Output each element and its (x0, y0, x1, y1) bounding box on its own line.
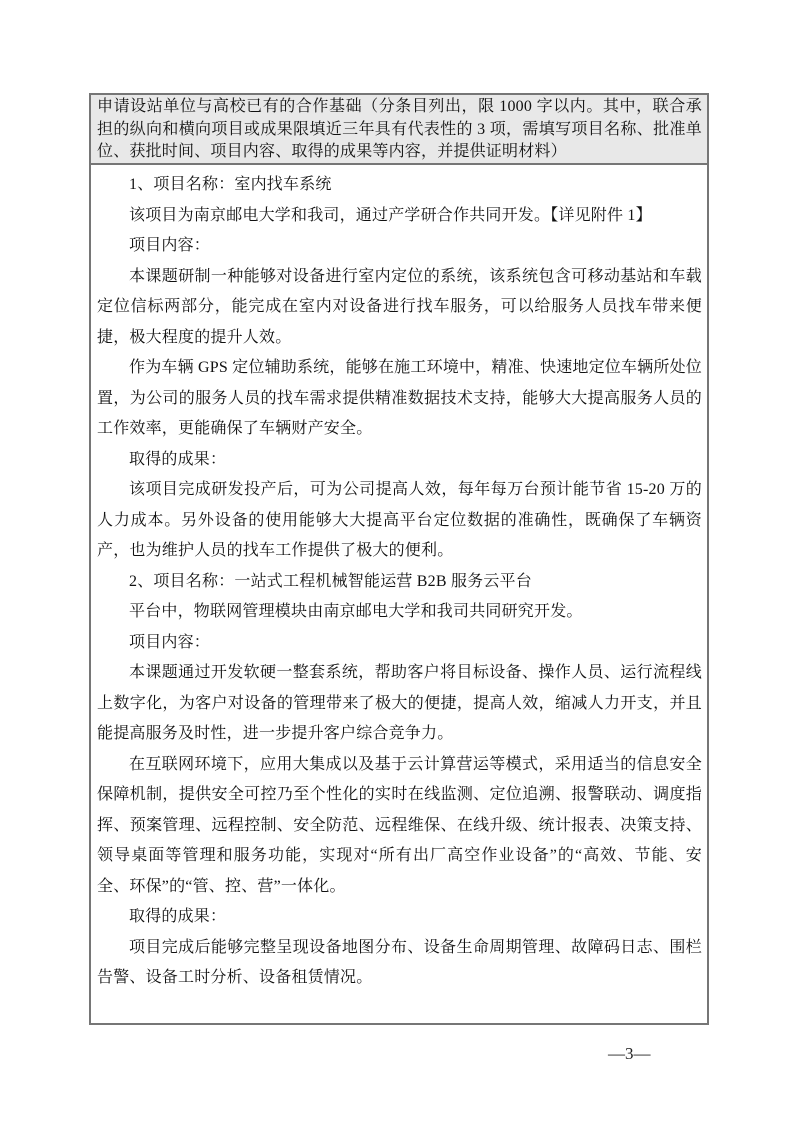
project-1-content-para-2: 作为车辆 GPS 定位辅助系统，能够在施工环境中，精准、快速地定位车辆所处位置，为公司的服务人员的找车需求提供精准数据技术支持，能够大大提高服务人员的工作效率，更能确保了车辆财产安全。 (97, 359, 702, 437)
project-1-content-para-1: 本课题研制一种能够对设备进行室内定位的系统，该系统包含可移动基站和车载定位信标两部分，能完成在室内对设备进行找车服务，可以给服务人员找车带来便捷，极大程度的提升人效。 (97, 267, 702, 346)
cooperation-basis-table (89, 93, 709, 1025)
project-2-content-para-2: 在互联网环境下，应用大集成以及基于云计算营运等模式，采用适当的信息安全保障机制，提供安全可控乃至个性化的实时在线监测、定位追溯、报警联动、调度指挥、预案管理、远程控制、安全防范、远程维保、在线升级、统计报表、决策支持、领导桌面等管理和服务功能，实现对“所有出厂高空作业设备”的“高效、节能、安全、环保”的“管、控、营”一体化。 (97, 755, 702, 895)
cooperation-basis-body-cell (91, 163, 707, 1023)
project-1-name: 1、项目名称：室内找车系统 (129, 176, 332, 193)
instruction-header-cell (91, 95, 707, 163)
project-1-results-label: 取得的成果： (129, 450, 227, 468)
project-2-name: 2、项目名称：一站式工程机械智能运营 B2B 服务云平台 (129, 572, 532, 590)
project-1-content-label: 项目内容： (129, 237, 211, 254)
project-2-content-para-1: 本课题通过开发软硬一整套系统，帮助客户将目标设备、操作人员、运行流程线上数字化，为客户对设备的管理带来了极大的便捷，提高人效，缩减人力开支，并且能提高服务及时性，进一步提升客户综合竞争力。 (97, 664, 702, 742)
project-2-results-para: 项目完成后能够完整呈现设备地图分布、设备生命周期管理、故障码日志、围栏告警、设备工时分析、设备租赁情况。 (97, 938, 702, 986)
project-2-partner: 平台中，物联网管理模块由南京邮电大学和我司共同研究开发。 (129, 603, 583, 620)
instruction-header-text: 申请设站单位与高校已有的合作基础（分条目列出，限 1000 字以内。其中，联合承担的纵向和横向项目或成果限填近三年具有代表性的 3 项，需填写项目名称、批准单位、获批时间、项目内容、取得的成果等内容，并提供证明材料） (97, 98, 702, 161)
project-2-results-label: 取得的成果： (129, 908, 227, 925)
project-1-partner: 该项目为南京邮电大学和我司，通过产学研合作共同开发。【详见附件 1】 (129, 206, 652, 224)
page-number: —3— (608, 1044, 651, 1063)
project-1-results-para: 该项目完成研发投产后，可为公司提高人效，每年每万台预计能节省 15-20 万的人力成本。另外设备的使用能够大大提高平台定位数据的准确性，既确保了车辆资产，也为维护人员的找车工作提供了极大的便利。 (97, 481, 702, 559)
project-2-content-label: 项目内容： (129, 633, 211, 651)
